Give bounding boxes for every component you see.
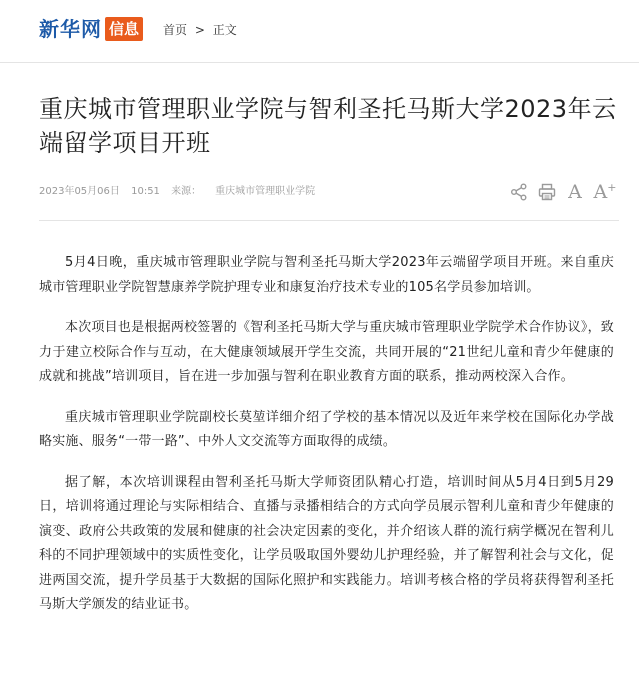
site-logo[interactable]	[39, 16, 143, 42]
article-body	[39, 251, 614, 634]
top-navigation-bar	[0, 0, 639, 63]
print-icon[interactable]	[536, 180, 558, 204]
publish-date: 2023年05月06日	[39, 186, 120, 197]
font-increase-letter: A	[593, 181, 608, 203]
breadcrumb-current: 正文	[212, 23, 237, 37]
font-decrease-icon[interactable]	[564, 180, 586, 204]
publish-time: 10:51	[131, 186, 160, 197]
logo-text: 新华网	[39, 17, 102, 41]
font-decrease-letter: A	[568, 181, 582, 203]
article-paragraph: 5月4日晚，重庆城市管理职业学院与智利圣托马斯大学2023年云端留学项目开班。来自重庆城市管理职业学院智慧康养学院护理专业和康复治疗技术专业的105名学员参加培训。	[39, 255, 614, 295]
breadcrumb-separator: >	[194, 23, 205, 37]
article-paragraph: 重庆城市管理职业学院副校长莫堃详细介绍了学校的基本情况以及近年来学校在国际化办学战略实施、服务“一带一路”、中外人文交流等方面取得的成绩。	[39, 409, 614, 449]
source-name: 重庆城市管理职业学院	[215, 186, 316, 197]
share-icon[interactable]	[508, 180, 530, 204]
breadcrumb-home-link[interactable]: 首页	[163, 23, 188, 37]
article-toolbar	[508, 180, 618, 206]
breadcrumb	[163, 21, 241, 39]
font-increase-plus: +	[607, 180, 617, 194]
article-paragraph: 本次项目也是根据两校签署的《智利圣托马斯大学与重庆城市管理职业学院学术合作协议》，致力于建立校际合作与互动，在大健康领域展开学生交流，共同开展的“21世纪儿童和青少年健康的成就和挑战”培训项目，旨在进一步加强与智利在职业教育方面的联系，推动两校深入合作。	[39, 320, 614, 384]
meta-divider	[39, 220, 619, 221]
font-increase-icon[interactable]	[592, 180, 618, 204]
article-meta	[39, 184, 323, 200]
logo-badge: 信息	[105, 17, 143, 41]
source-label: 来源：	[171, 186, 202, 197]
article-paragraph: 据了解，本次培训课程由智利圣托马斯大学师资团队精心打造，培训时间从5月4日到5月29日，培训将通过理论与实际相结合、直播与录播相结合的方式向学员展示智利儿童和青少年健康的演变、政府公共政策的发展和健康的社会决定因素的变化，并介绍该人群的流行病学概况在智利儿科的不同护理领域中的实质性变化，让学员吸取国外婴幼儿护理经验，并了解智利社会与文化，促进两国交流，提升学员基于大数据的国际化照护和实践能力。培训考核合格的学员将获得智利圣托马斯大学颁发的结业证书。	[39, 474, 614, 612]
article-title: 重庆城市管理职业学院与智利圣托马斯大学2023年云端留学项目开班	[39, 95, 617, 157]
